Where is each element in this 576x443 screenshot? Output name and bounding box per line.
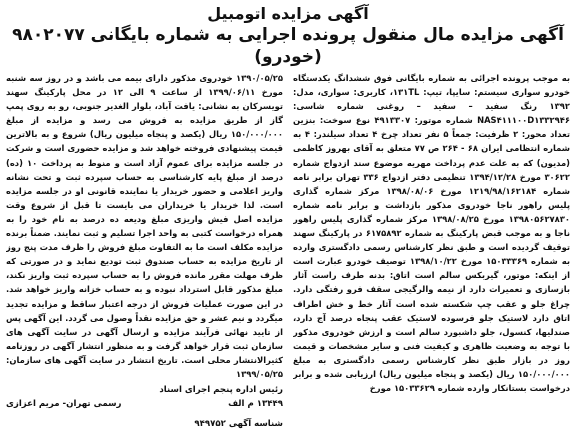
signature-office: رئیس اداره پنجم اجرای اسناد: [159, 385, 283, 396]
notice-body: [6, 71, 570, 443]
right-column-text: به موجب پرونده اجرائی به شماره بایگانی فوق ششدانگ یکدستگاه خودرو سواری سیستم: سایپا، تیپ: ۱۳۱TL، کاربری: سواری، مدل: ۱۳۹۲ رنگ سفید – سفید – روغنی شماره شاسی: NAS۴۱۱۱۰۰D۱۳۳۲۹۴۶ شماره موتور: ۴۹۱۳۳۰۷ نوع سوخت: بنزین تعداد محور: ۲ ظرفیت: جمعاً ۵ نفر تعداد چرخ ۴ تعداد سیلندر: ۴ به شماره انتظامی ایران ۶۸ - ۲۶۴ ص ۷۷ متعلق به آقای بهروز کاظمی (مدیون) که به علت عدم پرداخت مهریه موضوع سند ازدواج شماره ۳۰۶۲۲ مورخ ۱۳۹۴/۱۲/۲۸ تنظیمی دفتر ازدواج ۳۳۶ تهران برابر نامه شماره ۱۲۱۹/۹۸/۱۶۲۱۸۴ مورخ ۱۳۹۸/۰۸/۰۶ مرکز شماره گذاری پلیس راهور ناجا خودروی مذکور بازداشت و برابر نامه شماره ۱۳۹۸۰۵۶۲۷۸۳۰ مورخ ۱۳۹۸/۰۸/۲۵ مرکز شماره گذاری پلیس راهور ناجا و به موجب قبض پارکینگ به شماره ۶۱۷۵۸۹۲ در پارکینگ سهند توقیف گردیده است و طبق نظر کارشناس رسمی دادگستری وارده به شماره ۱۵۰۳۳۳۶۹ مورخ ۱۳۹۸/۱۰/۲۲ توصیف خودرو عبارت است از اینکه: موتور، گیربکس سالم است اتاق: بدنه طرف راست آثار بازسازی و تعمیرات دارد از نیمه والرگیجی سقف فرو رفتگی دارد. چراغ جلو و عقب چپ شکسته شده است آثار خط و خش اطراف اتاق دارد لاستیک جلو فرسوده لاستیک عقب پنجاه درصد آج دارد، صندلیها، کنسول، جلو داشبورد سالم است و ارزش خودروی مذکور با توجه به وضعیت ظاهری و کیفیت فنی و سایر مشخصات و قیمت روز در بازار طبق نظر کارشناس رسمی دادگستری به مبلغ ۱۵۰/۰۰۰/۰۰۰ ریال (یکصد و پنجاه میلیون ریال) ارزیابی شده و برابر درخواست بستانکار وارده شماره ۱۵۰۳۳۶۲۹ مورخ: [293, 73, 570, 394]
notice-title: آگهی مزایده اتومبیل: [207, 4, 369, 23]
signature-region: رسمی تهران- مریم اعزازی: [6, 399, 122, 410]
right-column: [293, 71, 570, 443]
signature-block: [6, 383, 283, 411]
notice-subtitle: آگهی مزایده مال منقول پرونده اجرایی به شماره بایگانی ۹۸۰۲۰۷۷ (خودرو): [12, 25, 564, 67]
left-column: [6, 71, 283, 443]
left-column-text: ۱۳۹۰/۰۵/۲۵ خودروی مذکور دارای بیمه می باشد و در روز سه شنبه مورخ ۱۳۹۹/۰۶/۱۱ از ساعت ۹ الی ۱۲ در محل پارکینگ سهند تویسرکان به نشانی: یافت آباد، بلوار الغدیر جنوبی، رو به روی پمپ گاز از طریق مزایده به فروش می رسد و مزایده از مبلغ ۱۵۰/۰۰۰/۰۰۰ ریال (یکصد و پنجاه میلیون ریال) شروع و به بالاترین قیمت پیشنهادی فروخته خواهد شد و مزایده حضوری است و شرکت در جلسه مزایده برای عموم آزاد است و منوط به پرداخت ۱۰ (ده) درصد از مبلغ پایه کارشناسی به حساب سپرده ثبت و تحت نشانه واریز اعلامی و حضور خریدار یا نماینده قانونی او در جلسه مزایده است. لذا خریدار یا خریداران می بایست تا قبل از شروع وقت مزایده اصل فیش واریزی مبلغ ودیعه ده درصد به نام خود را به همراه درخواست کتبی به واحد اجرا تسلیم و ثبت نمایند. ضمناً برنده مزایده مکلف است ما به التفاوت مبلغ فروش را ظرف مدت پنج روز از تاریخ مزایده به حساب صندوق ثبت تودیع نماید و در صورتی که ظرف مهلت مقرر مانده فروش را به حساب سپرده ثبت واریز نکند، مبلغ مذکور قابل استرداد نبوده و به حساب خزانه واریز خواهد شد. در این صورت عملیات فروش از درجه اعتبار ساقط و مزایده تجدید میگردد و نیم عشر و حق مزایده نقداً وصول می گردد. این آگهی پس از تایید نهائی فرآیند مزایده و ارسال آگهی در سایت آگهی های سازمان ثبت قرار خواهد گرفت و به منظور انتشار آگهی در روزنامه کثیرالانتشار محلی است. تاریخ انتشار در سایت آگهی های سازمان: ۱۳۹۹/۰۵/۲۵: [6, 73, 283, 379]
signature-number: ۱۳۴۴۹ م الف: [228, 399, 283, 410]
notice-id: شناسه آگهی ۹۴۹۷۵۲: [194, 419, 283, 430]
